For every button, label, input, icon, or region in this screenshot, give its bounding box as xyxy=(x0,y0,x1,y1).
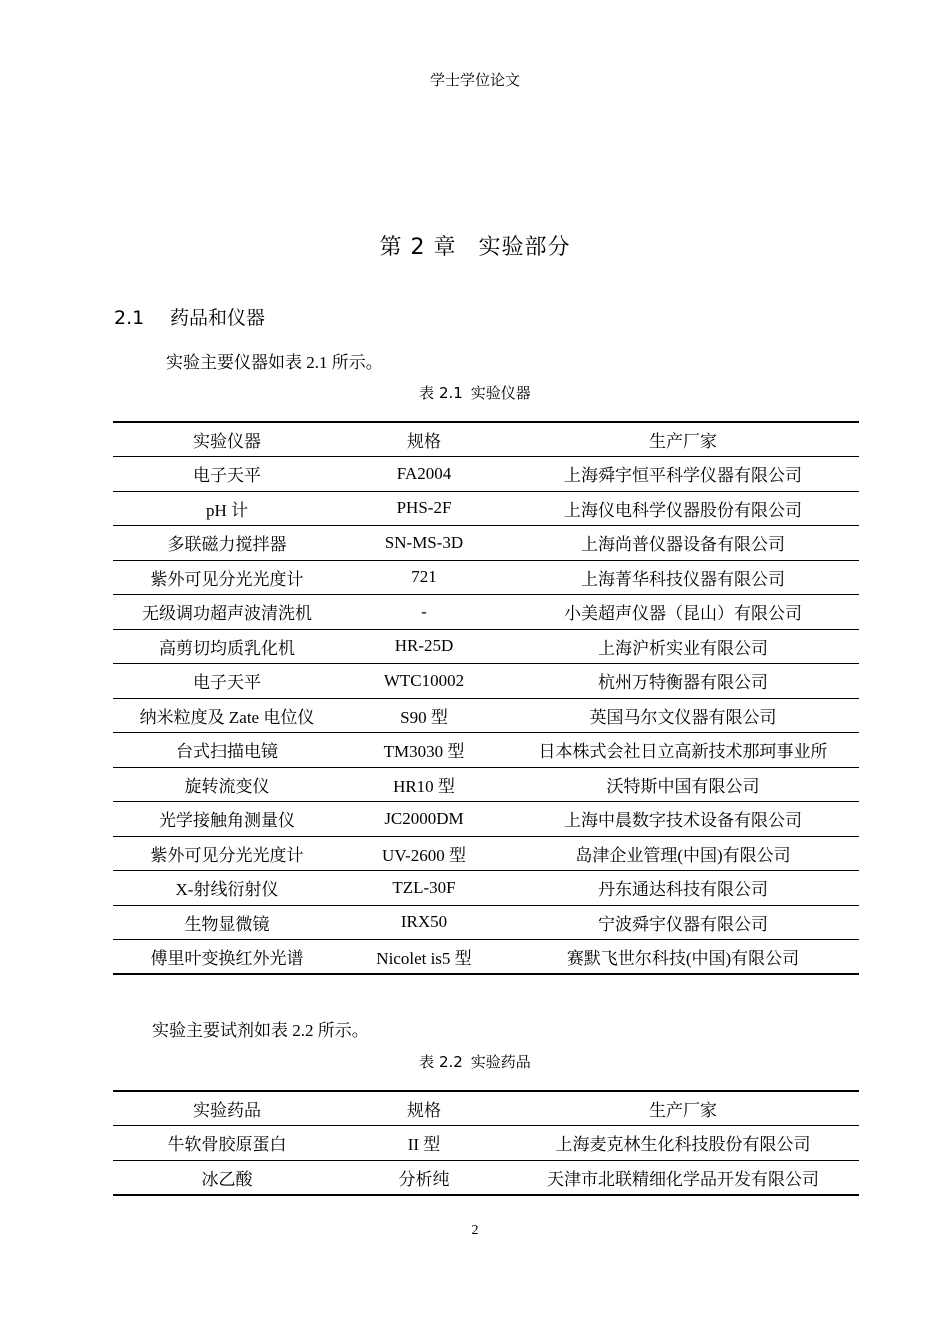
table-cell: 多联磁力搅拌器 xyxy=(113,526,341,561)
table-cell: pH 计 xyxy=(113,491,341,526)
reagents-table xyxy=(113,1090,859,1196)
table-cell: 小美超声仪器（昆山）有限公司 xyxy=(507,595,859,630)
table-cell: IRX50 xyxy=(341,905,507,940)
table-cell: 丹东通达科技有限公司 xyxy=(507,871,859,906)
table-cell: 721 xyxy=(341,560,507,595)
table-cell: HR-25D xyxy=(341,629,507,664)
intro-paragraph-instruments: 实验主要仪器如表 2.1 所示。 xyxy=(166,353,383,372)
table-cell: II 型 xyxy=(341,1126,507,1161)
table-cell: 日本株式会社日立高新技术那珂事业所 xyxy=(507,733,859,768)
intro-paragraph-reagents: 实验主要试剂如表 2.2 所示。 xyxy=(152,1021,369,1040)
table-cell: WTC10002 xyxy=(341,664,507,699)
header-cell: 生产厂家 xyxy=(649,432,717,451)
section-heading xyxy=(114,303,265,330)
header-cell: 规格 xyxy=(407,432,441,451)
table-cell: 高剪切均质乳化机 xyxy=(113,629,341,664)
table-cell: TM3030 型 xyxy=(341,733,507,768)
table-header-row xyxy=(113,422,859,457)
table-cell: - xyxy=(341,595,507,630)
table-cell: 紫外可见分光光度计 xyxy=(113,560,341,595)
table-cell: JC2000DM xyxy=(341,802,507,837)
table-row xyxy=(113,457,859,492)
table-cell: 生物显微镜 xyxy=(113,905,341,940)
table-cell: 纳米粒度及 Zate 电位仪 xyxy=(113,698,341,733)
table-cell: 上海沪析实业有限公司 xyxy=(507,629,859,664)
header-cell: 规格 xyxy=(407,1101,441,1120)
table2-caption xyxy=(0,1051,950,1072)
table-cell: X-射线衍射仪 xyxy=(113,871,341,906)
table-row xyxy=(113,491,859,526)
section-number: 2.1 xyxy=(114,307,145,329)
table-row xyxy=(113,629,859,664)
page-number: 2 xyxy=(471,1223,479,1238)
table-row xyxy=(113,1160,859,1195)
table-cell: UV-2600 型 xyxy=(341,836,507,871)
table-cell: 英国马尔文仪器有限公司 xyxy=(507,698,859,733)
chapter-heading xyxy=(0,230,950,261)
table-row xyxy=(113,767,859,802)
table-cell: 无级调功超声波清洗机 xyxy=(113,595,341,630)
table1-caption-number: 表 2.1 xyxy=(419,384,463,402)
table-cell: 电子天平 xyxy=(113,457,341,492)
running-header: 学士学位论文 xyxy=(429,73,520,89)
table-cell: 天津市北联精细化学品开发有限公司 xyxy=(507,1160,859,1195)
table-row xyxy=(113,698,859,733)
table-row xyxy=(113,664,859,699)
table-cell: S90 型 xyxy=(341,698,507,733)
table2-caption-title: 实验药品 xyxy=(470,1053,531,1071)
table-cell: 台式扫描电镜 xyxy=(113,733,341,768)
table-row xyxy=(113,733,859,768)
table2-caption-number: 表 2.2 xyxy=(419,1053,463,1071)
table-cell: 电子天平 xyxy=(113,664,341,699)
table-header-row xyxy=(113,1091,859,1126)
table-cell: 上海舜宇恒平科学仪器有限公司 xyxy=(507,457,859,492)
table-cell: HR10 型 xyxy=(341,767,507,802)
table-cell: 上海菁华科技仪器有限公司 xyxy=(507,560,859,595)
table-cell: 紫外可见分光光度计 xyxy=(113,836,341,871)
table1-caption xyxy=(0,382,950,403)
table-cell: Nicolet is5 型 xyxy=(341,940,507,975)
table-cell: 傅里叶变换红外光谱 xyxy=(113,940,341,975)
header-cell: 实验仪器 xyxy=(193,432,261,451)
table-row xyxy=(113,905,859,940)
section-title: 药品和仪器 xyxy=(170,307,266,329)
table-cell: 旋转流变仪 xyxy=(113,767,341,802)
table-cell: 上海中晨数字技术设备有限公司 xyxy=(507,802,859,837)
table-row xyxy=(113,802,859,837)
table-cell: 宁波舜宇仪器有限公司 xyxy=(507,905,859,940)
table-row xyxy=(113,526,859,561)
chapter-title: 实验部分 xyxy=(478,235,571,260)
table-row xyxy=(113,1126,859,1161)
header-cell: 实验药品 xyxy=(193,1101,261,1120)
instruments-table xyxy=(113,421,859,975)
table-cell: 冰乙酸 xyxy=(113,1160,341,1195)
table-cell: 岛津企业管理(中国)有限公司 xyxy=(507,836,859,871)
table-cell: 赛默飞世尔科技(中国)有限公司 xyxy=(507,940,859,975)
table-cell: 杭州万特衡器有限公司 xyxy=(507,664,859,699)
table-row xyxy=(113,595,859,630)
table-cell: 牛软骨胶原蛋白 xyxy=(113,1126,341,1161)
table-cell: 分析纯 xyxy=(341,1160,507,1195)
table-cell: PHS-2F xyxy=(341,491,507,526)
table1-caption-title: 实验仪器 xyxy=(470,384,531,402)
table-row xyxy=(113,940,859,975)
chapter-number: 第 2 章 xyxy=(379,235,457,260)
table-row xyxy=(113,560,859,595)
header-cell: 生产厂家 xyxy=(649,1101,717,1120)
table-cell: 沃特斯中国有限公司 xyxy=(507,767,859,802)
table-cell: 光学接触角测量仪 xyxy=(113,802,341,837)
table-cell: FA2004 xyxy=(341,457,507,492)
table-cell: SN-MS-3D xyxy=(341,526,507,561)
table-cell: 上海尚普仪器设备有限公司 xyxy=(507,526,859,561)
table-row xyxy=(113,836,859,871)
table-cell: TZL-30F xyxy=(341,871,507,906)
table-cell: 上海仪电科学仪器股份有限公司 xyxy=(507,491,859,526)
table-row xyxy=(113,871,859,906)
table-cell: 上海麦克林生化科技股份有限公司 xyxy=(507,1126,859,1161)
